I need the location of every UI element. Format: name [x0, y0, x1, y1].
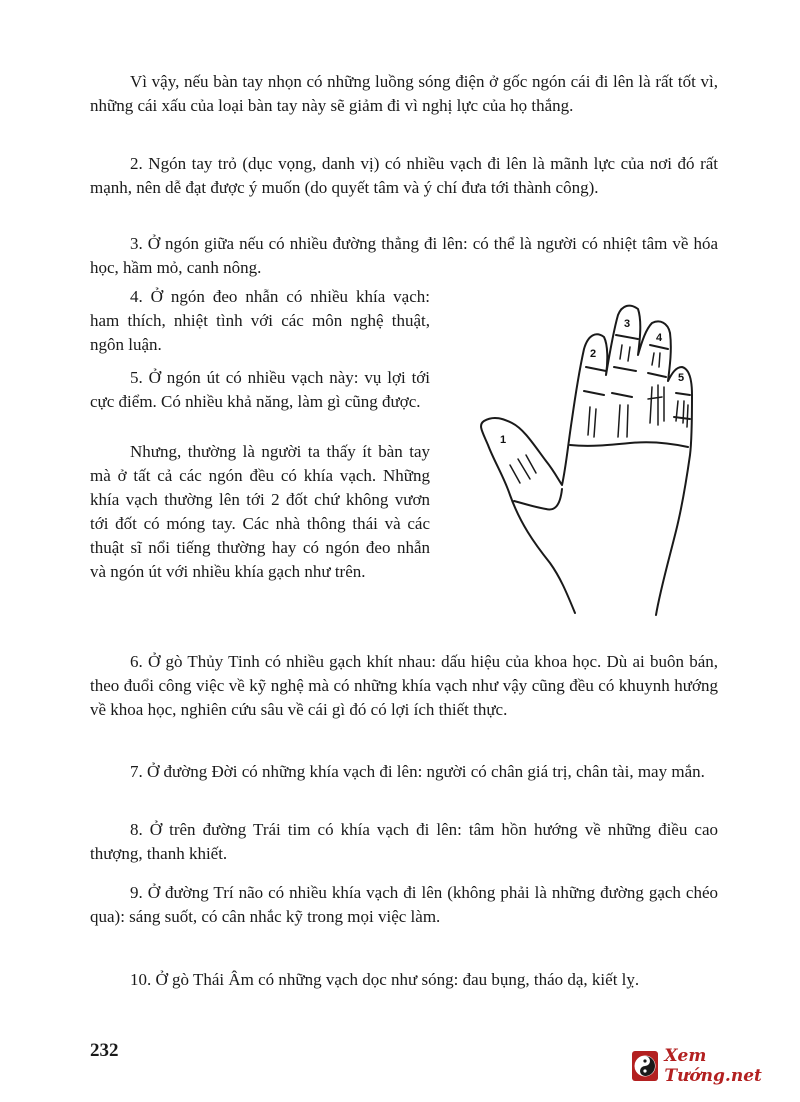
finger-label-5: 5 — [678, 372, 685, 384]
watermark-logo — [632, 1048, 792, 1084]
paragraph-life-line: 7. Ở đường Đời có những khía vạch đi lên: người có chân giá trị, chân tài, may mắn. — [130, 762, 705, 781]
finger-label-1: 1 — [500, 434, 507, 446]
paragraph-mercury-mount: 6. Ở gò Thủy Tinh có nhiều gạch khít nhau: dấu hiệu của khoa học. Dù ai buôn bán, theo đuổi công việc về kỹ nghệ mà có những khía vạch như vậy cũng đều có khuynh hướng về khoa học, nghiên cứu sâu về cái gì đó có lợi ích thiết thực. — [90, 652, 718, 719]
finger-label-2: 2 — [590, 348, 597, 360]
yin-yang-icon — [632, 1051, 658, 1081]
hand-illustration — [470, 295, 710, 625]
finger-label-4: 4 — [656, 332, 663, 344]
finger-label-3: 3 — [624, 318, 631, 330]
paragraph-little-finger: 5. Ở ngón út có nhiều vạch này: vụ lợi tới cực điểm. Có nhiều khả năng, làm gì cũng được. — [90, 368, 430, 411]
paragraph-moon-mount: 10. Ở gò Thái Âm có những vạch dọc như sóng: đau bụng, tháo dạ, kiết lỵ. — [130, 970, 640, 989]
page-number: 232 — [90, 1040, 119, 1061]
paragraph-index-finger: 2. Ngón tay trỏ (dục vọng, danh vị) có nhiều vạch đi lên là mãnh lực của nơi đó rất mạnh, nên dễ đạt được ý muốn (do quyết tâm và ý chí đưa tới thành công). — [90, 154, 718, 197]
paragraph-intro: Vì vậy, nếu bàn tay nhọn có những luồng sóng điện ở gốc ngón cái đi lên là rất tốt vì, những cái xấu của loại bàn tay này sẽ giảm đi vì nghị lực của họ thắng. — [90, 72, 718, 115]
watermark-text: Xem Tướng.net — [664, 1046, 762, 1086]
paragraph-ring-finger: 4. Ở ngón đeo nhẫn có nhiều khía vạch: ham thích, nhiệt tình với các môn nghệ thuật, ngôn luận. — [90, 287, 430, 354]
paragraph-heart-line: 8. Ở trên đường Trái tim có khía vạch đi lên: tâm hồn hướng về những điều cao thượng, thanh khiết. — [90, 820, 718, 863]
paragraph-middle-finger: 3. Ở ngón giữa nếu có nhiều đường thẳng đi lên: có thể là người có nhiệt tâm về hóa học, hầm mỏ, canh nông. — [90, 234, 718, 277]
paragraph-all-fingers: Nhưng, thường là người ta thấy ít bàn tay mà ở tất cả các ngón đều có khía vạch. Những khía vạch thường lên tới 2 đốt chứ không vươn tới đốt có móng tay. Các nhà thông thái và các thuật sĩ nổi tiếng thường hay có ngón đeo nhẫn và ngón út với nhiều khía gạch như trên. — [90, 442, 430, 581]
paragraph-head-line: 9. Ở đường Trí não có nhiều khía vạch đi lên (không phải là những đường gạch chéo qua): sáng suốt, có cân nhắc kỹ trong mọi việc làm. — [90, 883, 718, 926]
